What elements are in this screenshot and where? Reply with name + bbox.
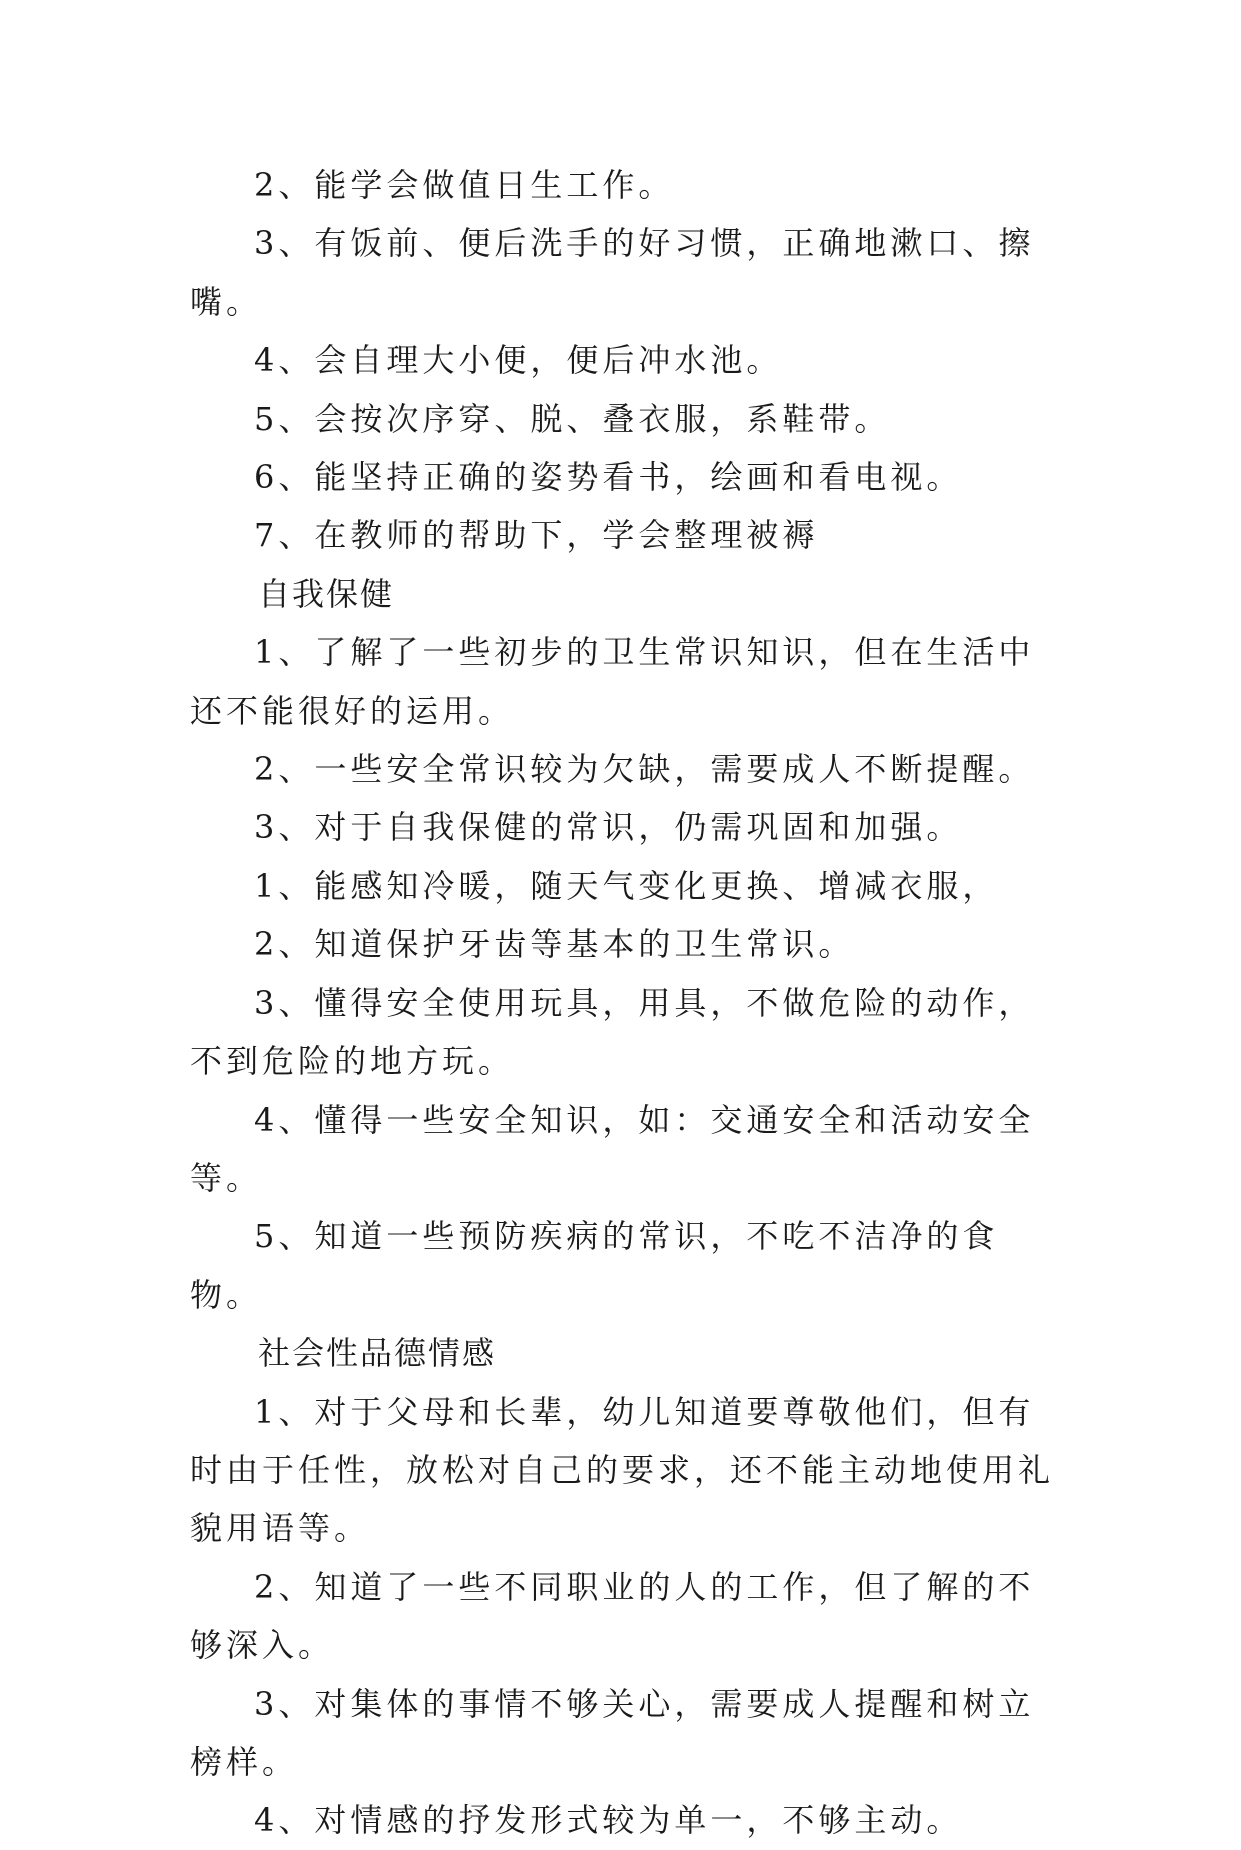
list-item: 1、能感知冷暖，随天气变化更换、增减衣服， xyxy=(254,866,999,905)
list-item: 2、知道保护牙齿等基本的卫生常识。 xyxy=(254,925,855,964)
list-item: 4、懂得一些安全知识，如：交通安全和活动安全等。 xyxy=(190,1100,1035,1197)
section-heading-social-moral: 社会性品德情感 xyxy=(258,1334,497,1373)
list-item: 3、有饭前、便后洗手的好习惯，正确地漱口、擦嘴。 xyxy=(190,224,1035,321)
list-item: 3、懂得安全使用玩具，用具，不做危险的动作，不到危险的地方玩。 xyxy=(190,983,1035,1081)
list-item: 3、对集体的事情不够关心，需要成人提醒和树立榜样。 xyxy=(190,1684,1035,1781)
list-item: 5、会按次序穿、脱、叠衣服，系鞋带。 xyxy=(254,399,891,438)
list-item: 2、一些安全常识较为欠缺，需要成人不断提醒。 xyxy=(254,750,1035,789)
list-item: 4、对情感的抒发形式较为单一，不够主动。 xyxy=(254,1801,963,1840)
list-item: 5、知道一些预防疾病的常识，不吃不洁净的食物。 xyxy=(190,1217,999,1314)
list-item: 7、在教师的帮助下，学会整理被褥 xyxy=(254,516,819,555)
list-item: 6、能坚持正确的姿势看书，绘画和看电视。 xyxy=(254,458,963,497)
list-item: 1、了解了一些初步的卫生常识知识，但在生活中还不能很好的运用。 xyxy=(190,633,1035,730)
list-item: 2、知道了一些不同职业的人的工作，但了解的不够深入。 xyxy=(190,1567,1035,1665)
list-item: 3、对于自我保健的常识，仍需巩固和加强。 xyxy=(254,808,963,847)
list-item: 2、能学会做值日生工作。 xyxy=(254,166,675,204)
section-heading-self-care: 自我保健 xyxy=(258,574,395,613)
list-item: 1、对于父母和长辈，幼儿知道要尊敬他们，但有时由于任性，放松对自己的要求，还不能主动地使用礼貌用语等。 xyxy=(190,1392,1055,1548)
list-item: 4、会自理大小便，便后冲水池。 xyxy=(254,341,783,380)
document-body xyxy=(190,156,1060,1850)
